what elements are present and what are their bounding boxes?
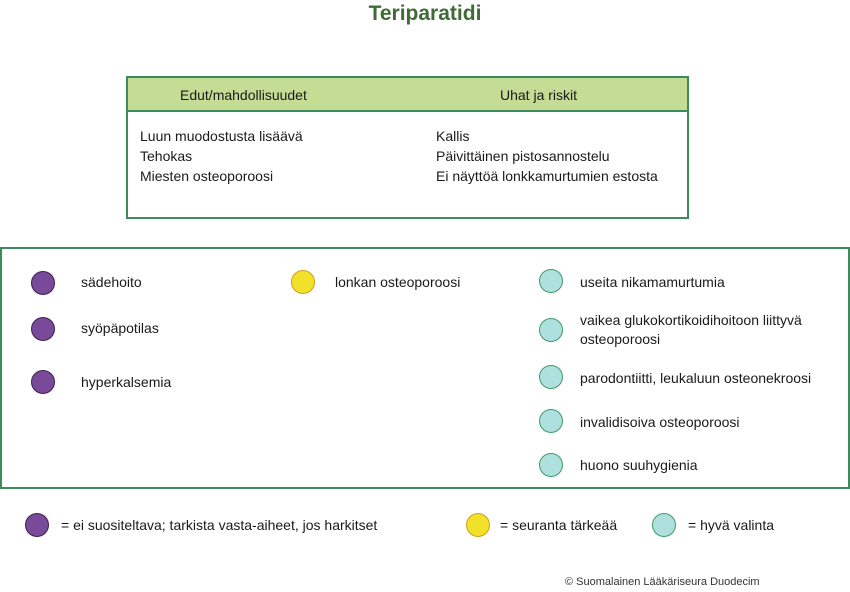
teal-dot-icon — [539, 269, 563, 293]
pros-item: Luun muodostusta lisäävä — [140, 128, 303, 144]
situation-label: osteoporoosi — [580, 331, 661, 347]
pros-list — [140, 126, 303, 186]
purple-dot-icon — [31, 370, 55, 394]
situation-label: parodontiitti, leukaluun osteonekroosi — [580, 370, 812, 386]
legend-label: = seuranta tärkeää — [500, 517, 618, 533]
pros-header: Edut/mahdollisuudet — [180, 87, 307, 103]
cons-list — [436, 126, 658, 186]
purple-dot-icon — [31, 271, 55, 295]
benefits-risks-table — [126, 76, 689, 219]
situation-label: useita nikamamurtumia — [580, 274, 725, 290]
copyright: © Suomalainen Lääkäriseura Duodecim — [565, 576, 760, 588]
cons-item: Ei näyttöä lonkkamurtumien estosta — [436, 168, 658, 184]
page-title: Teriparatidi — [368, 2, 482, 25]
purple-dot-icon — [25, 513, 49, 537]
legend-label: = hyvä valinta — [688, 517, 774, 533]
cons-item: Päivittäinen pistosannostelu — [436, 148, 610, 164]
legend-label: = ei suositeltava; tarkista vasta-aiheet, jos harkitset — [61, 517, 378, 533]
situation-label: vaikea glukokortikoidihoitoon liittyvä — [580, 312, 802, 328]
patient-situations-panel — [0, 247, 850, 489]
pros-item: Tehokas — [140, 148, 193, 164]
yellow-dot-icon — [291, 270, 315, 294]
teal-dot-icon — [652, 513, 676, 537]
teal-dot-icon — [539, 453, 563, 477]
cons-header: Uhat ja riskit — [500, 87, 578, 103]
table-header — [128, 78, 687, 112]
situation-label: sädehoito — [81, 274, 142, 290]
situation-label: lonkan osteoporoosi — [335, 274, 461, 290]
situation-label: invalidisoiva osteoporoosi — [580, 414, 740, 430]
yellow-dot-icon — [466, 513, 490, 537]
situation-label: hyperkalsemia — [81, 374, 172, 390]
teal-dot-icon — [539, 409, 563, 433]
teal-dot-icon — [539, 365, 563, 389]
purple-dot-icon — [31, 317, 55, 341]
situation-label: huono suuhygienia — [580, 457, 698, 473]
situation-label: syöpäpotilas — [81, 320, 159, 336]
teal-dot-icon — [539, 318, 563, 342]
pros-item: Miesten osteoporoosi — [140, 168, 274, 184]
cons-item: Kallis — [436, 128, 470, 144]
